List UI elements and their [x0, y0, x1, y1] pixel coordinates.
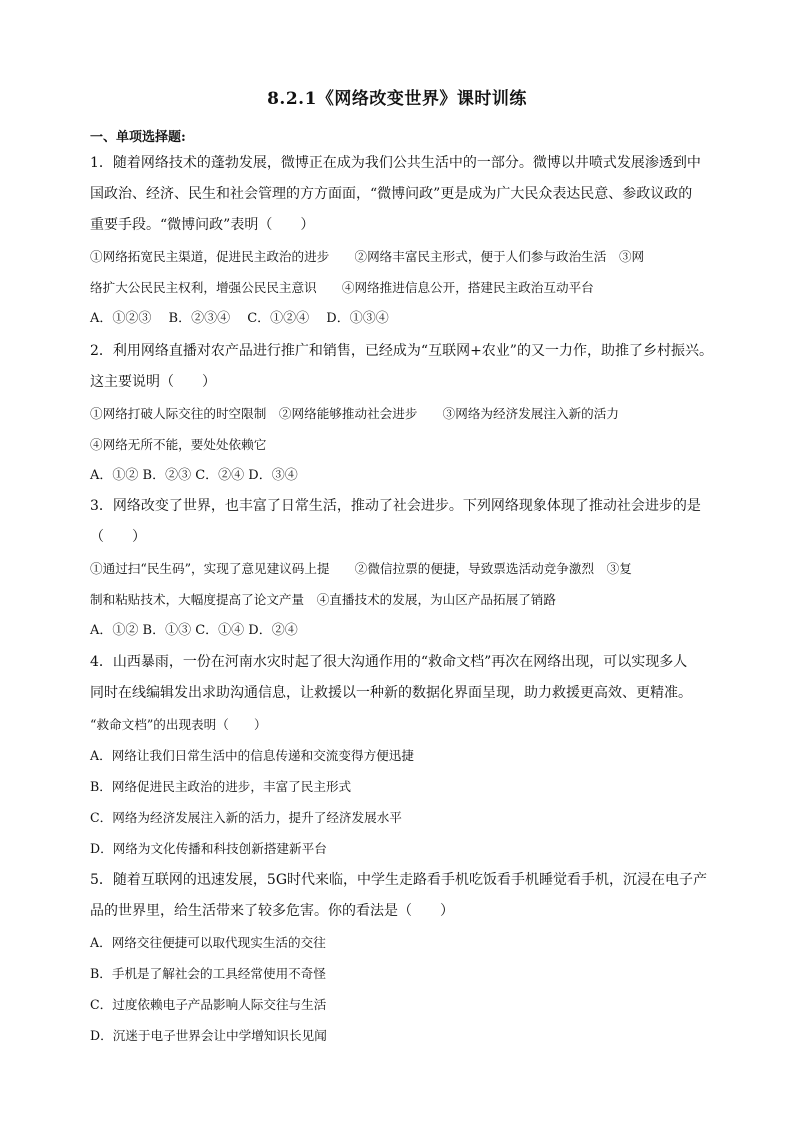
q1-stem-line-1: 1．随着网络技术的蓬勃发展，微博正在成为我们公共生活中的一部分。微博以井喷式发展渗透到中	[90, 155, 701, 171]
q2-options: A．①② B．②③ C．②④ D．③④	[90, 468, 298, 483]
q4-stem-line-2: 同时在线编辑发出求助沟通信息，让救援以一种新的数据化界面呈现，助力救援更高效、更精准。	[90, 685, 692, 701]
q2-stem-line-2: 这主要说明（ ）	[90, 374, 216, 390]
question-2	[90, 336, 712, 491]
page-title: 8.2.1《网络改变世界》课时训练	[267, 89, 527, 109]
question-1	[90, 148, 712, 334]
q4-option-d: D．网络为文化传播和科技创新搭建新平台	[90, 841, 327, 856]
q1-stem-line-2: 国政治、经济、民生和社会管理的方方面面，“微博问政”更是成为广大民众表达民意、参政议政的	[90, 186, 693, 202]
q4-stem-line-1: 4．山西暴雨，一份在河南水灾时起了很大沟通作用的“救命文档”再次在网络出现，可以实现多人	[90, 654, 688, 670]
question-5	[90, 865, 712, 1051]
q1-stem-line-3: 重要手段。“微博问政”表明（ ）	[90, 217, 315, 233]
q2-item-line-1: ①网络打破人际交往的时空限制 ②网络能够推动社会进步 ③网络为经济发展注入新的活力	[90, 406, 619, 421]
q3-options: A．①② B．①③ C．①④ D．②④	[90, 623, 298, 638]
q5-option-b: B．手机是了解社会的工具经常使用不奇怪	[90, 966, 326, 981]
q1-item-line-1: ①网络拓宽民主渠道，促进民主政治的进步 ②网络丰富民主形式，便于人们参与政治生活 ③网	[90, 249, 645, 264]
section-heading: 一、单项选择题:	[90, 130, 186, 145]
q4-option-c: C．网络为经济发展注入新的活力，提升了经济发展水平	[90, 810, 402, 825]
q4-option-a: A．网络让我们日常生活中的信息传递和交流变得方便迅捷	[90, 748, 414, 763]
q5-option-d: D．沉迷于电子世界会让中学增知识长见闻	[90, 1028, 327, 1043]
q5-stem-line-2: 品的世界里，给生活带来了较多危害。你的看法是（ ）	[90, 903, 454, 919]
question-4	[90, 647, 712, 864]
q2-stem-line-1: 2．利用网络直播对农产品进行推广和销售，已经成为“互联网+农业”的又一力作，助推了乡村振兴。	[90, 343, 713, 359]
q3-stem-line-1: 3．网络改变了世界，也丰富了日常生活，推动了社会进步。下列网络现象体现了推动社会进步的是	[90, 498, 701, 514]
q5-stem-line-1: 5．随着互联网的迅速发展，5G时代来临，中学生走路看手机吃饭看手机睡觉看手机，沉浸在电子产	[90, 872, 707, 888]
q4-option-b: B．网络促进民主政治的进步，丰富了民主形式	[90, 779, 352, 794]
q1-item-line-2: 络扩大公民民主权利，增强公民民主意识 ④网络推进信息公开，搭建民主政治互动平台	[90, 280, 594, 295]
question-3	[90, 491, 712, 646]
q5-option-c: C．过度依赖电子产品影响人际交往与生活	[90, 997, 327, 1012]
q3-item-line-1: ①通过扫“民生码”，实现了意见建议码上提 ②微信拉票的便捷，导致票选活动竞争激烈 ③复	[90, 561, 632, 576]
q2-item-line-2: ④网络无所不能，要处处依赖它	[90, 437, 267, 452]
q3-stem-line-2: （ ）	[90, 529, 146, 545]
q3-item-line-2: 制和粘贴技术，大幅度提高了论文产量 ④直播技术的发展，为山区产品拓展了销路	[90, 592, 556, 607]
q4-stem-line-3: “救命文档”的出现表明（ ）	[90, 717, 267, 732]
q5-option-a: A．网络交往便捷可以取代现实生活的交往	[90, 935, 326, 950]
q1-options: A．①②③ B．②③④ C．①②④ D．①③④	[90, 311, 389, 326]
